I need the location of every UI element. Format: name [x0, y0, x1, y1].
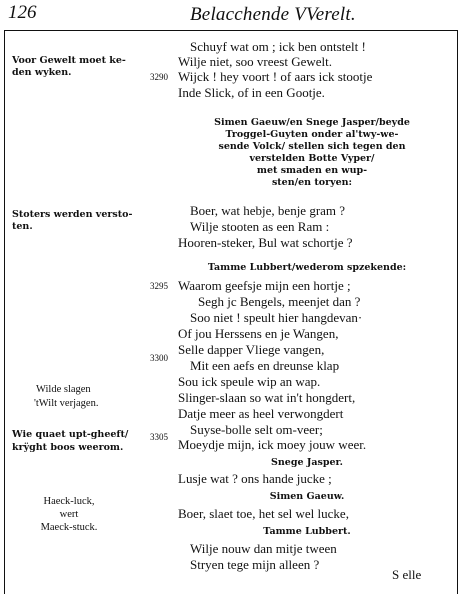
right-rule	[457, 30, 458, 594]
catchword: S elle	[392, 567, 422, 582]
margin-note: den wyken.	[12, 67, 72, 78]
margin-note: 'tWilt verjagen.	[34, 398, 99, 409]
line-number: 3300	[150, 353, 168, 363]
verse-line: Selle dapper Vliege vangen,	[178, 342, 325, 357]
verse-line: Datje meer as heel verwongdert	[178, 406, 344, 421]
verse-line: Sou ick speule wip an wap.	[178, 374, 321, 389]
verse-line: Mit een aefs en dreunse klap	[190, 358, 340, 373]
verse-line: Boer, slaet toe, het sel wel lucke,	[178, 506, 349, 521]
line-number: 3290	[150, 72, 168, 82]
stage-direction: sten/en toryen:	[271, 177, 353, 188]
margin-note: wert	[59, 509, 79, 520]
line-number: 3305	[150, 432, 168, 442]
stage-direction: sende Volck/ stellen sich tegen den	[218, 141, 406, 152]
top-rule	[4, 30, 458, 31]
verse-line: Suyse-bolle selt om-veer;	[190, 422, 323, 437]
stage-direction: met smaden en wup-	[256, 165, 368, 176]
running-title: Belacchende VVerelt.	[190, 4, 356, 25]
verse-line: Wilje nouw dan mitje tween	[190, 541, 337, 556]
speaker-heading: Snege Jasper.	[271, 457, 343, 468]
verse-line: Wilje stooten as een Ram :	[190, 219, 330, 234]
verse-line: Inde Slick, of in een Gootje.	[178, 85, 325, 100]
verse-line: Schuyf wat om ; ick ben ontstelt !	[190, 39, 366, 54]
margin-note: Haeck-luck,	[43, 496, 95, 507]
margin-note: Wie quaet upt-gheeft/	[12, 429, 129, 440]
verse-line: Wilje niet, soo vreest Gewelt.	[178, 54, 332, 69]
stage-direction: Simen Gaeuw/en Snege Jasper/beyde	[214, 117, 410, 128]
verse-line: Stryen tege mijn alleen ?	[190, 557, 320, 572]
margin-note: Voor Gewelt moet ke-	[12, 55, 126, 66]
margin-note: Maeck-stuck.	[40, 522, 98, 533]
margin-note: Wilde slagen	[36, 384, 91, 395]
verse-line: Of jou Herssens en je Wangen,	[178, 326, 339, 341]
margin-note: krÿght boos weerom.	[12, 442, 124, 453]
margin-note: ten.	[12, 221, 33, 232]
verse-line: Wijck ! hey voort ! of aars ick stootje	[178, 69, 373, 84]
speaker-heading: Tamme Lubbert.	[263, 526, 351, 537]
verse-line: Moeydje mijn, ick moey jouw weer.	[178, 437, 367, 452]
stage-direction: verstelden Botte Vyper/	[249, 153, 375, 164]
speaker-heading: Tamme Lubbert/wederom spzekende:	[207, 262, 407, 273]
page-number: 126	[8, 2, 37, 23]
verse-line: Boer, wat hebje, benje gram ?	[190, 203, 346, 218]
verse-line: Hooren-steker, Bul wat schortje ?	[178, 235, 353, 250]
margin-note: Stoters werden versto-	[12, 209, 133, 220]
verse-line: Soo niet ! speult hier hangdevan·	[190, 310, 363, 325]
verse-line: Waarom geefsje mijn een hortje ;	[178, 278, 351, 293]
verse-line: Lusje wat ? ons hande jucke ;	[178, 471, 332, 486]
line-number: 3295	[150, 281, 168, 291]
verse-line: Segh jc Bengels, meenjet dan ?	[198, 294, 361, 309]
left-rule	[4, 30, 5, 594]
stage-direction: Troggel-Guyten onder al'twy-we-	[225, 129, 399, 140]
speaker-heading: Simen Gaeuw.	[269, 491, 345, 502]
verse-line: Slinger-slaan so wat in't hongdert,	[178, 390, 356, 405]
